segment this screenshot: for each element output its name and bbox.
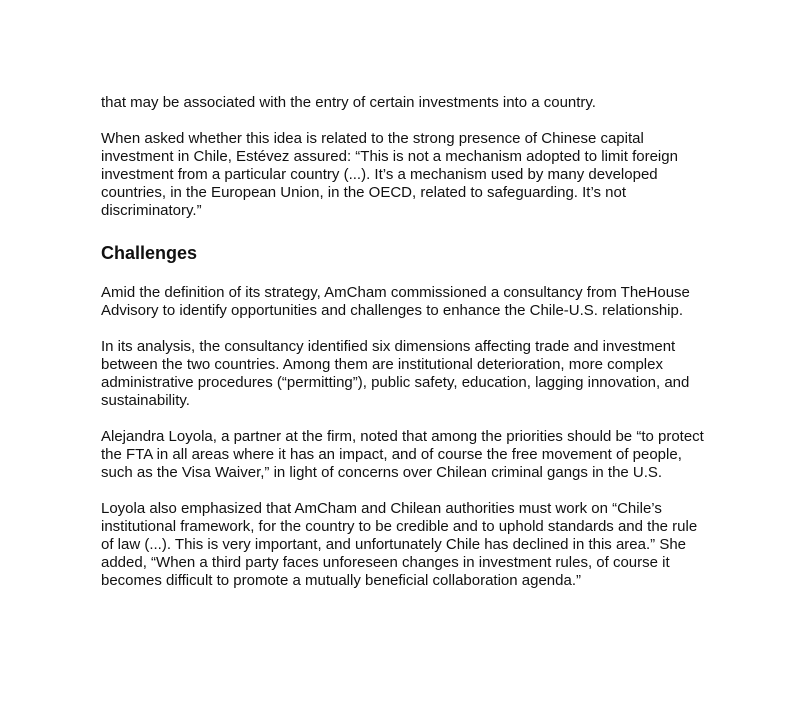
section-heading-challenges: Challenges [101, 243, 198, 263]
paragraph-loyola-priorities: Alejandra Loyola, a partner at the firm, noted that among the priorities should be “to protect the FTA in all areas where it has an impact, and of course the free movement of people, such as the Visa Waiver,” in light of concerns over Chilean criminal gangs in the U.S. [101, 428, 704, 481]
paragraph-investment-entry: that may be associated with the entry of certain investments into a country. [101, 94, 596, 111]
paragraph-estevez-quote: When asked whether this idea is related to the strong presence of Chinese capital investment in Chile, Estévez assured: “This is not a mechanism adopted to limit foreign investment from a particular country (...). It’s a mechanism used by many developed countries, in the European Union, in the OECD, related to safeguarding. It’s not discriminatory.” [101, 130, 678, 219]
paragraph-loyola-institutional: Loyola also emphasized that AmCham and Chilean authorities must work on “Chile’s institutional framework, for the country to be credible and to uphold standards and the rule of law (...). This is very important, and unfortunately Chile has declined in this area.” She added, “When a third party faces unforeseen changes in investment rules, of course it becomes difficult to promote a mutually beneficial collaboration agenda.” [101, 500, 698, 589]
paragraph-amcham-strategy: Amid the definition of its strategy, AmCham commissioned a consultancy from TheHouse Advisory to identify opportunities and challenges to enhance the Chile-U.S. relationship. [101, 284, 690, 319]
document-page [101, 94, 711, 608]
paragraph-consultancy-analysis: In its analysis, the consultancy identified six dimensions affecting trade and investment between the two countries. Among them are institutional deterioration, more complex administrative procedures (“permitting”), public safety, education, lagging innovation, and sustainability. [101, 338, 690, 409]
